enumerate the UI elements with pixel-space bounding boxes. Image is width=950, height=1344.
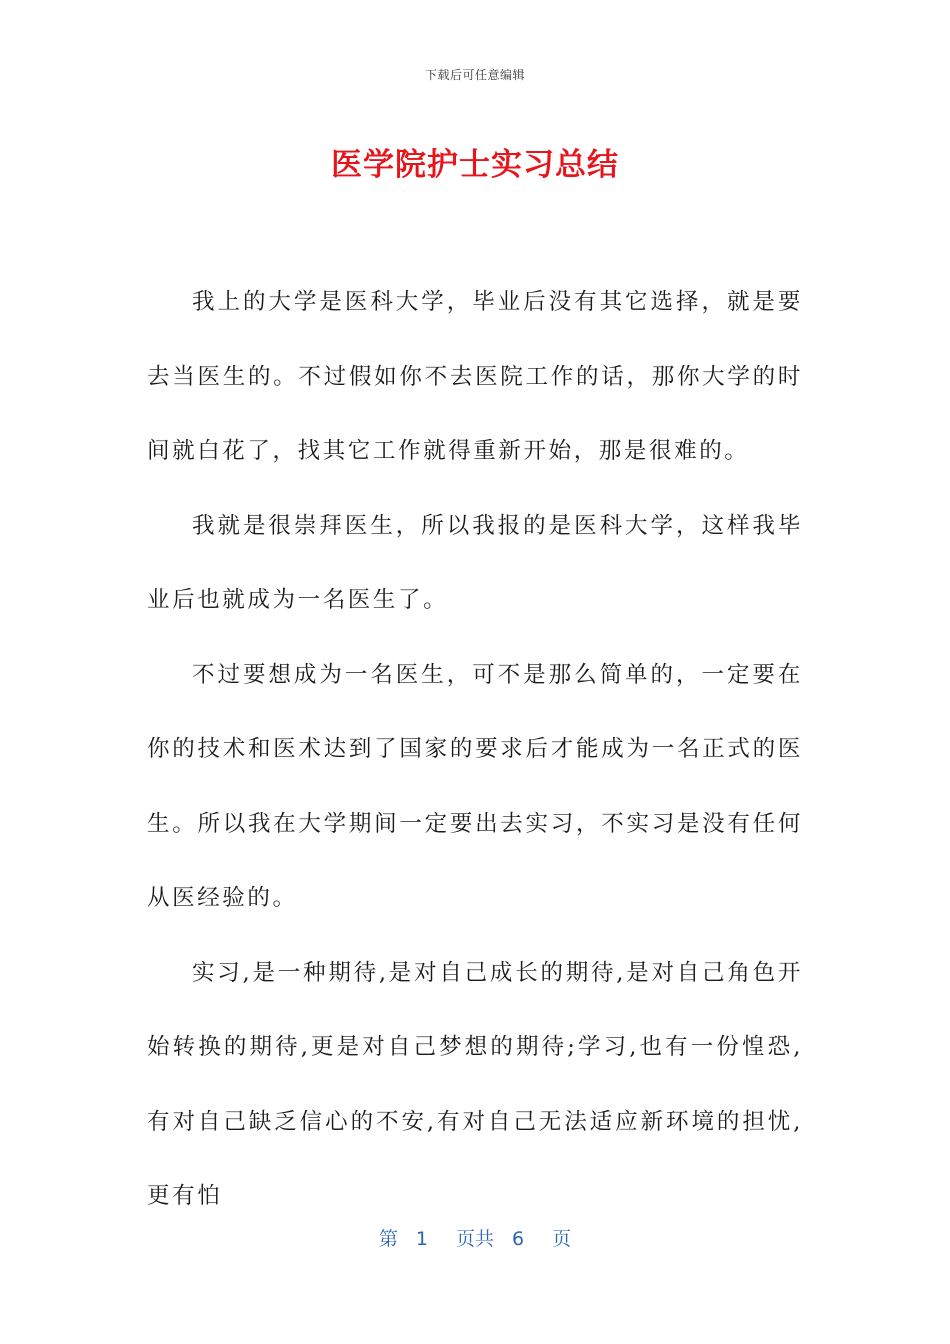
page-label-suffix: 页 [552, 1228, 572, 1250]
document-title: 医学院护士实习总结 [331, 147, 619, 183]
paragraph: 不过要想成为一名医生，可不是那么简单的，一定要在你的技术和医术达到了国家的要求后才能成为一名正式的医生。所以我在大学期间一定要出去实习，不实习是没有任何从医经验的。 [147, 661, 803, 911]
page-number-footer [0, 1225, 950, 1253]
current-page-number: 1 [415, 1228, 428, 1250]
total-pages-number: 6 [512, 1228, 525, 1250]
header-note: 下载后可任意编辑 [424, 68, 525, 82]
paragraph: 我上的大学是医科大学，毕业后没有其它选择，就是要去当医生的。不过假如你不去医院工作的话，那你大学的时间就白花了，找其它工作就得重新开始，那是很难的。 [147, 289, 803, 464]
paragraph: 实习,是一种期待,是对自己成长的期待,是对自己角色开始转换的期待,更是对自己梦想的期待;学习,也有一份惶恐,有对自己缺乏信心的不安,有对自己无法适应新环境的担忧,更有怕 [147, 959, 803, 1209]
paragraph: 我就是很崇拜医生，所以我报的是医科大学，这样我毕业后也就成为一名医生了。 [147, 512, 803, 613]
document-body [147, 265, 803, 1234]
page-label-mid: 页共 [455, 1228, 494, 1250]
page-label-prefix: 第 [378, 1228, 398, 1250]
